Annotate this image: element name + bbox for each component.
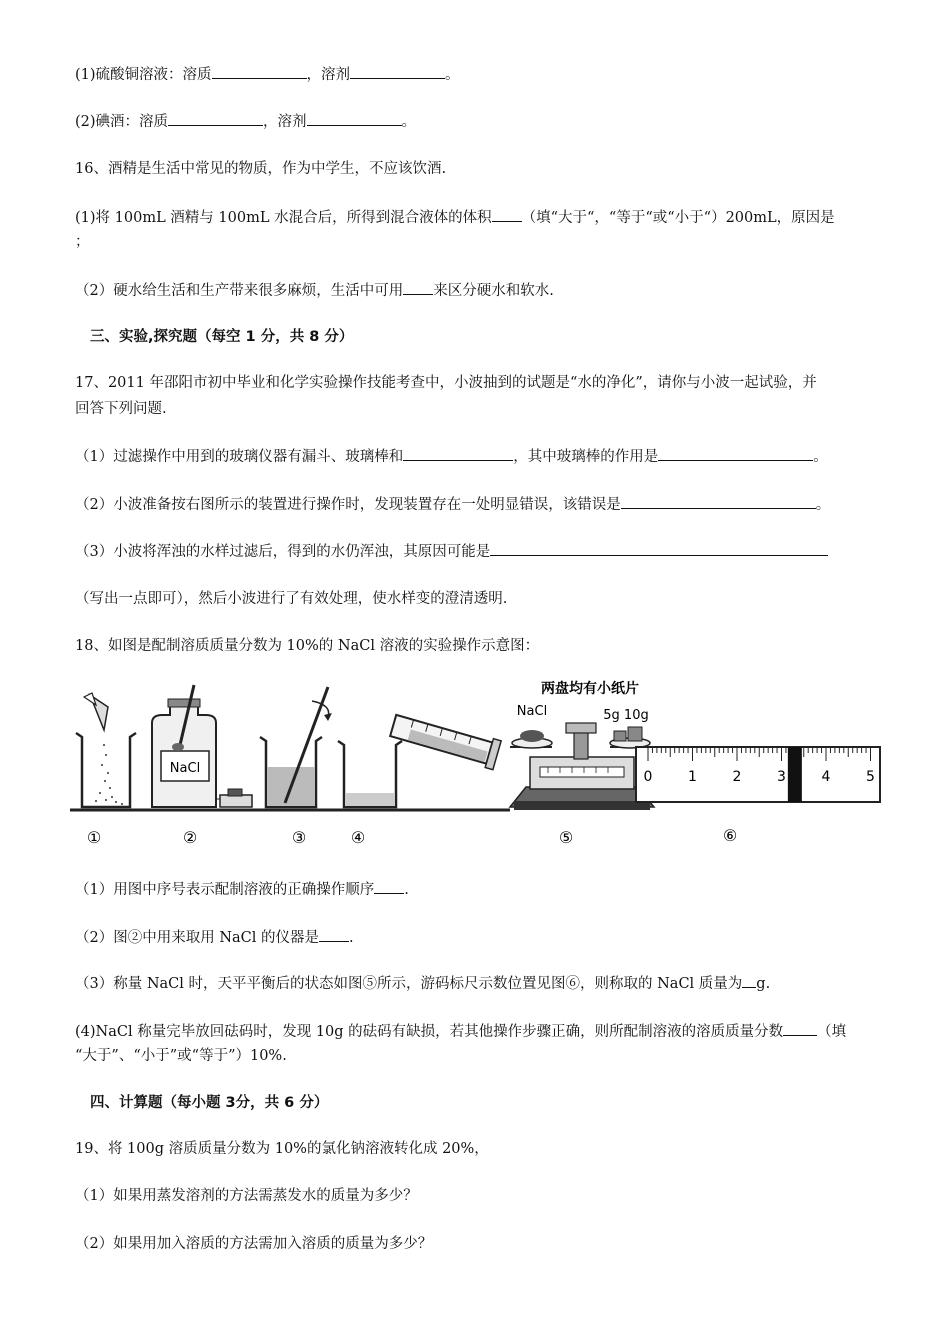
pan-label: NaCl	[516, 704, 548, 719]
q18-part1-end: .	[404, 882, 409, 898]
q18-part2	[75, 927, 880, 948]
q17-part1-end: 。	[813, 449, 828, 465]
q15-item1	[75, 64, 880, 85]
step3-stir-diagram	[260, 687, 332, 807]
q17-part2-prefix: （2）小波准备按右图所示的装置进行操作时，发现装置存在一处明显错误，该错误是	[75, 497, 621, 513]
step1-pour-solid-diagram	[76, 693, 136, 807]
step-label: ⑤	[558, 828, 574, 847]
weights-label: 5g 10g	[603, 708, 649, 723]
q18-stem: 18、如图是配制溶质质量分数为 10%的 NaCl 溶液的实验操作示意图：	[75, 638, 540, 654]
q15-item2-end: 。	[401, 114, 417, 130]
q16-part1-tail: ；	[75, 234, 90, 250]
q17-part2-end: 。	[815, 497, 831, 513]
step-labels	[87, 826, 737, 847]
step6-rider-scale	[636, 747, 880, 802]
step-label: ⑥	[722, 826, 738, 845]
q18-part4-suffix: （填	[817, 1024, 847, 1040]
q15-item1-prefix: (1)硫酸铜溶液：溶质	[75, 67, 212, 83]
q18-part1	[75, 879, 880, 900]
answer-blank[interactable]	[783, 1021, 817, 1036]
answer-blank[interactable]	[307, 111, 402, 126]
q15-item2-prefix: (2)碘酒：溶质	[75, 114, 169, 130]
answer-blank[interactable]	[658, 446, 813, 461]
q15-item1-end: 。	[445, 67, 460, 83]
q18-part2-prefix: （2）图②中用来取用 NaCl 的仪器是	[75, 930, 320, 946]
experiment-figure	[70, 675, 885, 850]
q19-part1: （1）如果用蒸发溶剂的方法需蒸发水的质量为多少？	[75, 1188, 418, 1204]
answer-blank[interactable]	[621, 494, 816, 509]
q16-part1	[75, 207, 880, 228]
q18-part1-prefix: （1）用图中序号表示配制溶液的正确操作顺序	[75, 882, 375, 898]
answer-blank[interactable]	[492, 207, 522, 222]
answer-blank[interactable]	[212, 64, 307, 79]
step-label: ①	[86, 828, 102, 847]
q16-part1-prefix: (1)将 100mL 酒精与 100mL 水混合后，所得到混合液体的体积	[75, 210, 492, 226]
q18-part3-end: g.	[756, 976, 771, 992]
answer-blank[interactable]	[490, 541, 828, 556]
q16-part2-prefix: （2）硬水给生活和生产带来很多麻烦，生活中可用	[75, 283, 404, 299]
step5-balance-diagram	[510, 680, 654, 810]
q15-item1-mid: ，溶剂	[306, 67, 351, 83]
q15-item2	[75, 111, 880, 132]
q16-part1-suffix: （填“大于“，“等于“或“小于“）200mL，原因是	[521, 210, 835, 226]
step2-reagent-bottle-diagram	[152, 685, 252, 807]
section3-title: 三、实验,探究题（每空 1 分，共 8 分）	[90, 329, 354, 345]
q16-part2	[75, 280, 880, 301]
q19-stem: 19、将 100g 溶质质量分数为 10%的氯化钠溶液转化成 20%，	[75, 1141, 489, 1157]
q18-part4-line2: “大于”、“小于”或“等于”）10%.	[75, 1048, 287, 1064]
q17-part3	[75, 541, 880, 562]
q17-part3-prefix: （3）小波将浑浊的水样过滤后，得到的水仍浑浊，其原因可能是	[75, 544, 491, 560]
ruler-tick-label: 1	[688, 769, 697, 785]
answer-blank[interactable]	[742, 973, 756, 988]
answer-blank[interactable]	[350, 64, 445, 79]
q18-part3	[75, 973, 880, 994]
ruler-tick-label: 4	[821, 769, 831, 785]
answer-blank[interactable]	[168, 111, 263, 126]
answer-blank[interactable]	[403, 446, 513, 461]
ruler-body	[636, 747, 880, 802]
q17-part2	[75, 494, 880, 515]
step4-pour-water-diagram	[338, 711, 501, 807]
q18-part4	[75, 1021, 880, 1042]
q18-part4-prefix: (4)NaCl 称量完毕放回砝码时，发现 10g 的砝码有缺损，若其他操作步骤正确，则所配制溶液的溶质质量分数	[75, 1024, 784, 1040]
balance-caption: 两盘均有小纸片	[541, 681, 639, 697]
answer-blank[interactable]	[374, 879, 404, 894]
rider-marker	[788, 747, 802, 802]
q17-part1-prefix: （1）过滤操作中用到的玻璃仪器有漏斗、玻璃棒和	[75, 449, 404, 465]
q17-stem-line1: 17、2011 年邵阳市初中毕业和化学实验操作技能考查中，小波抽到的试题是“水的净化”，请你与小波一起试验，并	[75, 375, 817, 391]
step-label: ③	[291, 828, 307, 847]
step-label: ④	[350, 828, 366, 847]
q18-part3-prefix: （3）称量 NaCl 时，天平平衡后的状态如图⑤所示，游码标尺示数位置见图⑥，则称取的 NaCl 质量为	[75, 976, 743, 992]
q17-part3-cont: （写出一点即可），然后小波进行了有效处理，使水样变的澄清透明.	[75, 591, 508, 607]
section4-title: 四、计算题（每小题 3分，共 6 分）	[90, 1095, 329, 1111]
q16-stem: 16、酒精是生活中常见的物质，作为中学生，不应该饮酒.	[75, 161, 447, 177]
step-label: ②	[182, 828, 198, 847]
q18-part2-end: .	[349, 930, 354, 946]
ruler-tick-label: 3	[777, 769, 786, 785]
q16-part2-suffix: 来区分硬水和软水.	[433, 283, 554, 299]
bottle-label: NaCl	[169, 761, 201, 776]
ruler-tick-label: 5	[866, 769, 875, 785]
q15-item2-mid: ，溶剂	[263, 114, 307, 130]
q17-stem-line2: 回答下列问题.	[75, 401, 167, 417]
answer-blank[interactable]	[403, 280, 433, 295]
ruler-tick-label: 2	[732, 769, 742, 785]
q17-part1	[75, 446, 880, 467]
q19-part2: （2）如果用加入溶质的方法需加入溶质的质量为多少？	[75, 1236, 433, 1252]
q17-part1-mid: ，其中玻璃棒的作用是	[513, 449, 659, 465]
answer-blank[interactable]	[319, 927, 349, 942]
ruler-tick-label: 0	[643, 769, 653, 785]
